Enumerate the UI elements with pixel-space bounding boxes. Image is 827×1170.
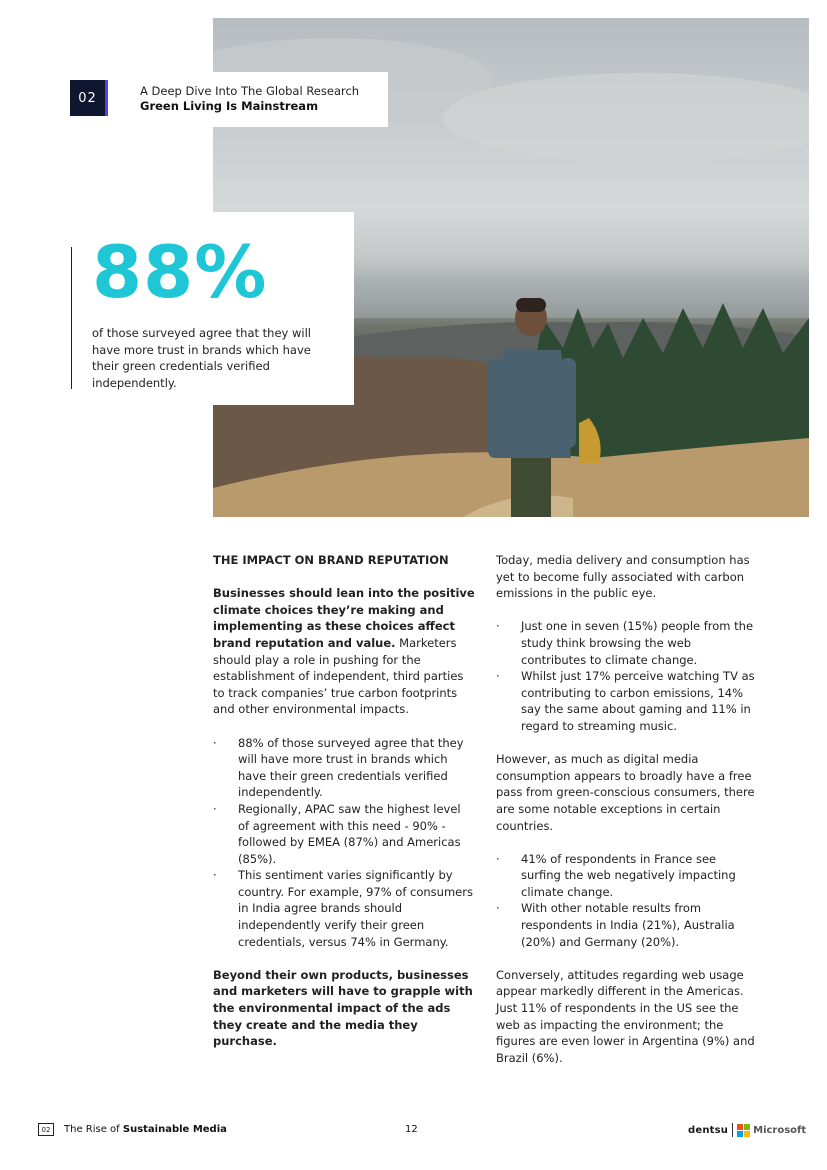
footer-title-bold: Sustainable Media [122, 1124, 227, 1135]
section-title: Green Living Is Mainstream [140, 99, 319, 113]
section-heading: THE IMPACT ON BRAND REPUTATION [213, 553, 449, 567]
stat-divider [71, 247, 72, 389]
intro-rest: Marketers should play a role in pushing for the establishment of independent, third parties to track companies’ true carbon footprints and other environmental impacts. [213, 635, 464, 717]
right-column [496, 552, 758, 1083]
list-item: · Just one in seven (15%) people from the study think browsing the web contributes to climate change. [496, 618, 758, 668]
intro-bold: Businesses should lean into the positive climate choices they’re making and implementing as these choices affect brand reputation and value. [213, 586, 475, 650]
paragraph: However, as much as digital media consumption appears to broadly have a free pass from green-conscious consumers, there are some notable exceptions in certain countries. [496, 752, 755, 833]
left-bullet-list [213, 735, 475, 951]
intro-paragraph [213, 585, 475, 718]
footer-title [64, 1124, 227, 1135]
list-item: · This sentiment varies significantly by country. For example, 97% of consumers in India agree brands should independently verify their green credentials, versus 74% in Germany. [213, 867, 475, 950]
left-column [213, 552, 475, 1066]
chapter-number-badge: 02 [70, 80, 108, 116]
right-bullet-list-2 [496, 851, 758, 951]
footer-brand-logos [688, 1123, 806, 1137]
microsoft-logo-icon [737, 1124, 750, 1137]
section-label: A Deep Dive Into The Global Research [140, 84, 360, 98]
list-item: · Regionally, APAC saw the highest level of agreement with this need - 90% - followed by EMEA (87%) and Americas (85%). [213, 801, 475, 867]
stat-description: of those surveyed agree that they will have more trust in brands which have their green credentials verified independently. [92, 326, 311, 390]
closing-paragraph [213, 967, 475, 1050]
list-item: · 41% of respondents in France see surfing the web negatively impacting climate change. [496, 851, 758, 901]
closing-bold: Beyond their own products, businesses and marketers will have to grapple with the environmental impact of the ads they create and the media they purchase. [213, 967, 473, 1049]
page-number: 12 [405, 1124, 418, 1135]
right-bullet-list-1 [496, 618, 758, 734]
list-item: · With other notable results from respondents in India (21%), Australia (20%) and Germany (20%). [496, 900, 758, 950]
list-item: · 88% of those surveyed agree that they will have more trust in brands which have their green credentials verified independently. [213, 735, 475, 801]
dentsu-logo: dentsu [688, 1124, 729, 1136]
paragraph: Conversely, attitudes regarding web usage appear markedly different in the Americas. Just 11% of respondents in the US see the web as impacting the environment; the figures are even lower in Argentina (9%) and Brazil (6%). [496, 967, 755, 1065]
stat-number: 88% [92, 230, 268, 314]
brand-divider [732, 1123, 733, 1137]
microsoft-logo-text: Microsoft [753, 1124, 807, 1136]
paragraph: Today, media delivery and consumption has yet to become fully associated with carbon emissions in the public eye. [496, 553, 750, 601]
report-logo-icon: 02 [38, 1123, 54, 1136]
list-item: · Whilst just 17% perceive watching TV as contributing to carbon emissions, 14% say the same about gaming and 11% in regard to streaming music. [496, 668, 758, 734]
footer-title-prefix: The Rise of [64, 1124, 123, 1135]
